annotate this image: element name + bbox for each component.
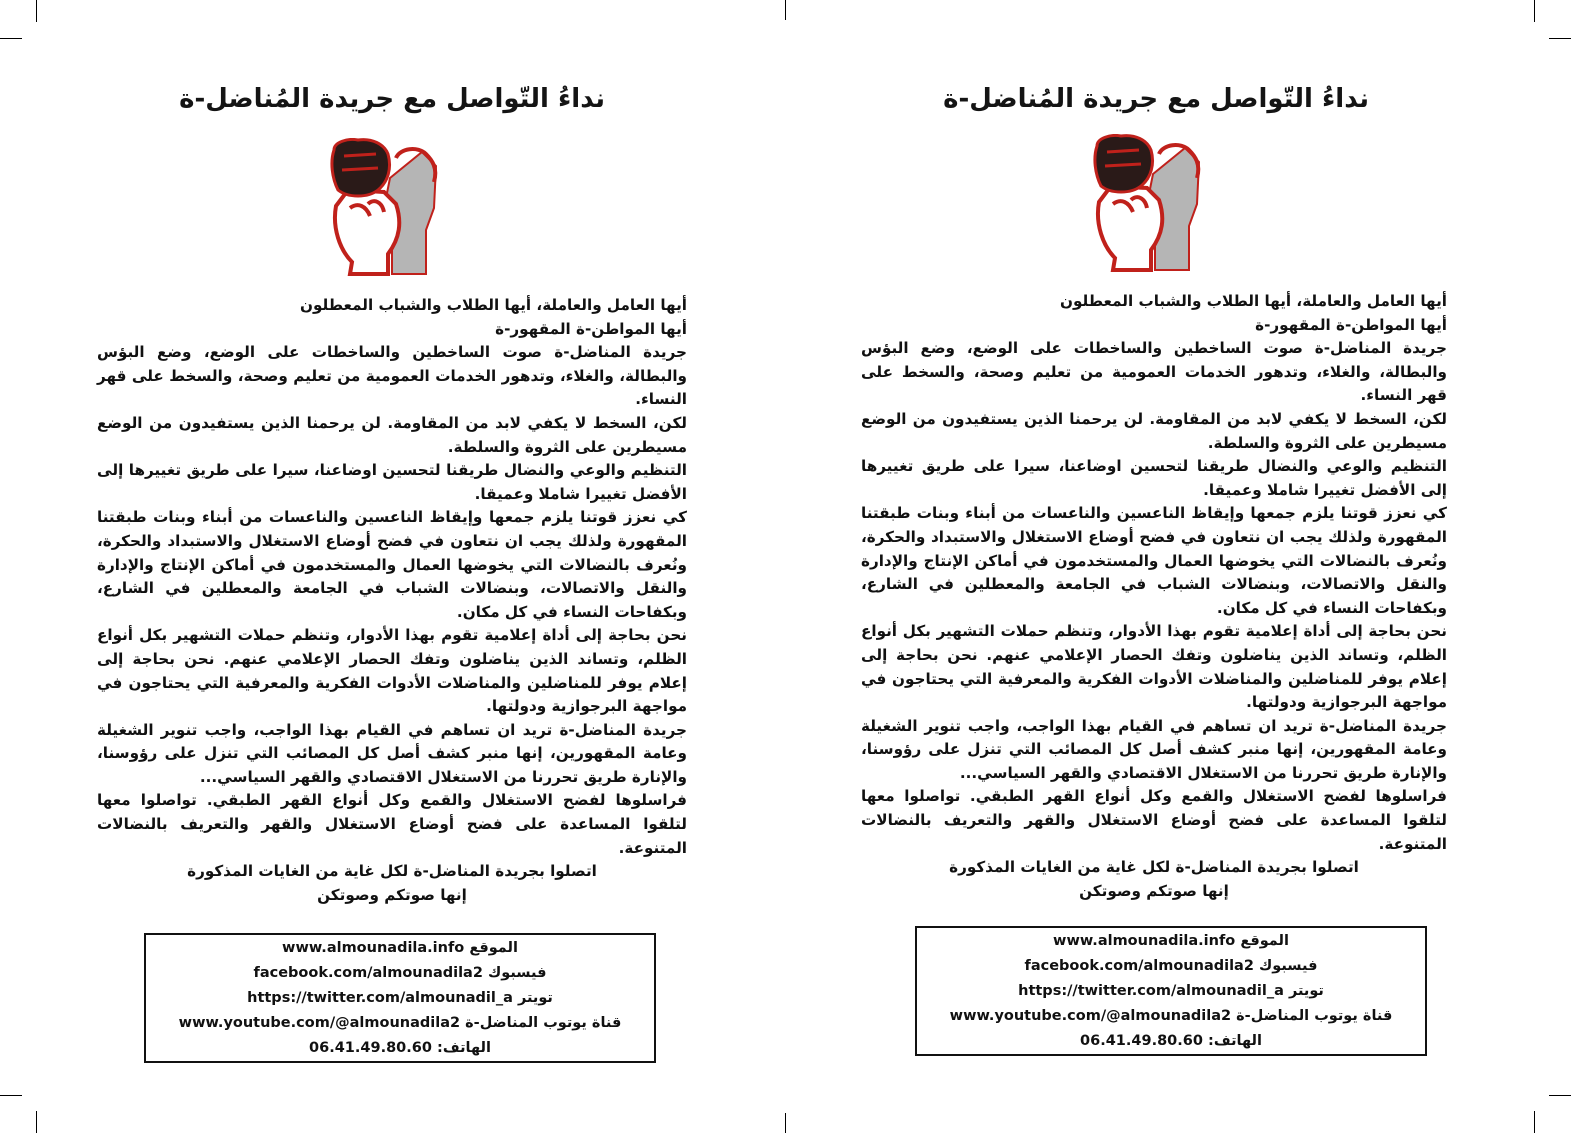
leaflet-body bbox=[861, 290, 1447, 903]
body-paragraph: فراسلوها لفضح الاستغلال والقمع وكل أنواع القهر الطبقي. تواصلوا معها لتلقوا المساعدة على فضح أوضاع الاستغلال والقهر والتعريف بالنضالات المتنوعة. bbox=[97, 791, 687, 857]
leaflet-title: نداءُ التّواصل مع جريدة المُناضل-ة bbox=[179, 84, 605, 114]
youtube-link[interactable]: www.youtube.com/@almounadila2 bbox=[178, 1014, 461, 1031]
phone-number: 06.41.49.80.60 bbox=[309, 1039, 432, 1056]
contact-box bbox=[144, 933, 656, 1063]
closing-line: اتصلوا بجريدة المناضل-ة لكل غاية من الغايات المذكورة bbox=[949, 858, 1359, 877]
facebook-line: facebook.com/almounadila2 فيسبوك bbox=[1024, 957, 1318, 974]
body-paragraph: التنظيم والوعي والنضال طريقنا لتحسين اوضاعنا، سيرا على طريق تغييرها إلى الأفضل تغييرا شاملا وعميقا. bbox=[97, 461, 687, 503]
leaflet-body bbox=[97, 294, 687, 907]
body-paragraph: جريدة المناضل-ة صوت الساخطين والساخطات على الوضع، وضع البؤس والبطالة، والغلاء، وتدهور الخدمات العمومية من تعليم وصحة، والسخط على قهر النساء. bbox=[97, 343, 687, 409]
phone-line: 06.41.49.80.60 الهاتف: bbox=[1080, 1032, 1262, 1049]
phone-number: 06.41.49.80.60 bbox=[1080, 1032, 1203, 1049]
twitter-line: https://twitter.com/almounadil_a تويتر bbox=[1018, 982, 1324, 999]
website-link[interactable]: www.almounadila.info bbox=[282, 939, 465, 956]
body-paragraph: جريدة المناضل-ة تريد ان تساهم في القيام بهذا الواجب، واجب تنوير الشغيلة وعامة المقهورين، إنها منبر كشف أصل كل المصائب التي تنزل على رؤوسنا، والإنارة طريق تحررنا من الاستغلال الاقتصادي والقهر السياسي... bbox=[861, 716, 1447, 782]
leaflet-panel-right bbox=[785, 0, 1571, 1133]
body-paragraph: لكن، السخط لا يكفي لابد من المقاومة. لن يرحمنا الذين يستفيدون من الوضع مسيطرين على الثروة والسلطة. bbox=[861, 409, 1447, 452]
body-paragraph: نحن بحاجة إلى أداة إعلامية تقوم بهذا الأدوار، وتنظم حملات التشهير بكل أنواع الظلم، وتساند الذين يناضلون وتفك الحصار الإعلامي عنهم. نحن بحاجة إلى إعلام يوفر للمناضلين والمناضلات الأدوات الفكرية والمعرفية التي يحتاجون في مواجهة البرجوازية ودولتها. bbox=[861, 622, 1447, 712]
greeting-line: أيها المواطن-ة المقهور-ة bbox=[495, 319, 687, 338]
body-paragraph: لكن، السخط لا يكفي لابد من المقاومة. لن يرحمنا الذين يستفيدون من الوضع مسيطرين على الثروة والسلطة. bbox=[97, 413, 687, 456]
youtube-line: www.youtube.com/@almounadila2 قناة يوتوب المناضل-ة bbox=[949, 1007, 1393, 1024]
body-paragraph: كي نعزز قوتنا يلزم جمعها وإيقاظ الناعسين والناعسات من أبناء وبنات طبقتنا المقهورة ولذلك يجب ان نتعاون في فضح أوضاع الاستغلال والاستبداد والحكرة، ونُعرف بالنضالات التي يخوضها العمال والمستخدمون في أماكن الإنتاج والإدارة والنقل والاتصالات، وبنضالات الشباب في الجامعة والمعطلين في الشارع، وبكفاحات النساء في كل مكان. bbox=[861, 504, 1447, 617]
twitter-line: https://twitter.com/almounadil_a تويتر bbox=[247, 989, 553, 1006]
leaflet-panel-left bbox=[0, 0, 785, 1133]
website-line: www.almounadila.info الموقع bbox=[1053, 932, 1289, 949]
closing-line: إنها صوتكم وصوتكن bbox=[1079, 881, 1229, 900]
closing-line: اتصلوا بجريدة المناضل-ة لكل غاية من الغايات المذكورة bbox=[187, 862, 597, 881]
body-paragraph: كي نعزز قوتنا يلزم جمعها وإيقاظ الناعسين والناعسات من أبناء وبنات طبقتنا المقهورة ولذلك يجب ان نتعاون في فضح أوضاع الاستغلال والاستبداد والحكرة، ونُعرف بالنضالات التي يخوضها العمال والمستخدمون في أماكن الإنتاج والإدارة والنقل والاتصالات، وبنضالات الشباب في الجامعة والمعطلين في الشارع، وبكفاحات النساء في كل مكان. bbox=[97, 508, 687, 621]
facebook-link[interactable]: facebook.com/almounadila2 bbox=[253, 964, 483, 981]
closing-line: إنها صوتكم وصوتكن bbox=[317, 885, 467, 904]
facebook-link[interactable]: facebook.com/almounadila2 bbox=[1024, 957, 1254, 974]
body-paragraph: التنظيم والوعي والنضال طريقنا لتحسين اوضاعنا، سيرا على طريق تغييرها إلى الأفضل تغييرا شاملا وعميقا. bbox=[861, 457, 1447, 499]
leaflet-title: نداءُ التّواصل مع جريدة المُناضل-ة bbox=[943, 84, 1369, 114]
greeting-line: أيها العامل والعاملة، أيها الطلاب والشباب المعطلون bbox=[1060, 292, 1447, 310]
body-paragraph: فراسلوها لفضح الاستغلال والقمع وكل أنواع القهر الطبقي. تواصلوا معها لتلقوا المساعدة على فضح أوضاع الاستغلال والقهر والتعريف بالنضالات المتنوعة. bbox=[861, 787, 1447, 853]
raised-fists-icon bbox=[330, 138, 442, 278]
youtube-link[interactable]: www.youtube.com/@almounadila2 bbox=[949, 1007, 1232, 1024]
website-line: www.almounadila.info الموقع bbox=[282, 939, 518, 956]
twitter-link[interactable]: https://twitter.com/almounadil_a bbox=[1018, 982, 1284, 999]
youtube-line: www.youtube.com/@almounadila2 قناة يوتوب المناضل-ة bbox=[178, 1014, 622, 1031]
greeting-line: أيها العامل والعاملة، أيها الطلاب والشباب المعطلون bbox=[300, 296, 687, 314]
contact-box bbox=[915, 926, 1427, 1056]
body-paragraph: نحن بحاجة إلى أداة إعلامية تقوم بهذا الأدوار، وتنظم حملات التشهير بكل أنواع الظلم، وتساند الذين يناضلون وتفك الحصار الإعلامي عنهم. نحن بحاجة إلى إعلام يوفر للمناضلين والمناضلات الأدوات الفكرية والمعرفية التي يحتاجون في مواجهة البرجوازية ودولتها. bbox=[97, 626, 687, 716]
body-paragraph: جريدة المناضل-ة صوت الساخطين والساخطات على الوضع، وضع البؤس والبطالة، والغلاء، وتدهور الخدمات العمومية من تعليم وصحة، والسخط على قهر النساء. bbox=[861, 339, 1447, 405]
greeting-line: أيها المواطن-ة المقهور-ة bbox=[1255, 315, 1447, 334]
phone-line: 06.41.49.80.60 الهاتف: bbox=[309, 1039, 491, 1056]
raised-fists-icon bbox=[1093, 134, 1205, 274]
facebook-line: facebook.com/almounadila2 فيسبوك bbox=[253, 964, 547, 981]
body-paragraph: جريدة المناضل-ة تريد ان تساهم في القيام بهذا الواجب، واجب تنوير الشغيلة وعامة المقهورين، إنها منبر كشف أصل كل المصائب التي تنزل على رؤوسنا، والإنارة طريق تحررنا من الاستغلال الاقتصادي والقهر السياسي... bbox=[97, 720, 687, 786]
twitter-link[interactable]: https://twitter.com/almounadil_a bbox=[247, 989, 513, 1006]
website-link[interactable]: www.almounadila.info bbox=[1053, 932, 1236, 949]
